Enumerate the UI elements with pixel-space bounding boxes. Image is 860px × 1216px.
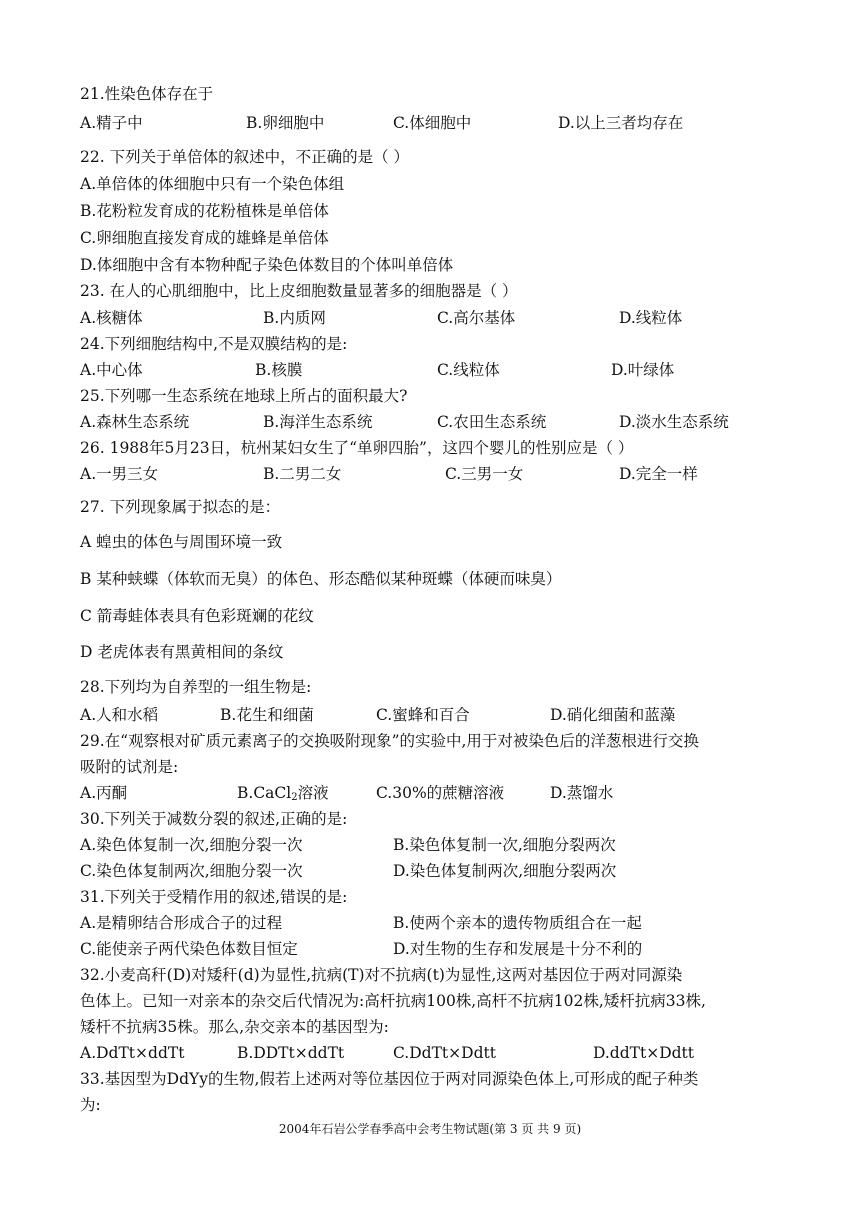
q25-option-c: C.农田生态系统 xyxy=(437,413,547,431)
q27-option-b: B 某种蛱蝶（体软而无臭）的体色、形态酷似某种斑蝶（体硬而味臭） xyxy=(80,570,562,588)
q27-option-c: C 箭毒蛙体表具有色彩斑斓的花纹 xyxy=(80,607,314,625)
q21-stem: 21.性染色体存在于 xyxy=(80,85,214,103)
q31-option-d: D.对生物的生存和发展是十分不利的 xyxy=(393,940,643,958)
q29-option-b xyxy=(237,783,329,803)
page-footer: 2004年石岩公学春季高中会考生物试题(第 3 页 共 9 页) xyxy=(278,1122,582,1136)
q24-option-a: A.中心体 xyxy=(80,361,143,379)
q27-option-a: A 蝗虫的体色与周围环境一致 xyxy=(80,533,283,551)
q31-stem: 31.下列关于受精作用的叙述,错误的是: xyxy=(80,888,348,906)
q21-option-a: A.精子中 xyxy=(80,114,143,132)
q30-option-c: C.染色体复制两次,细胞分裂一次 xyxy=(80,862,303,880)
q32-stem-line3: 矮杆不抗病35株。那么,杂交亲本的基因型为: xyxy=(80,1018,389,1036)
q23-option-d: D.线粒体 xyxy=(619,309,683,327)
q24-option-d: D.叶绿体 xyxy=(611,361,675,379)
q32-stem-line1: 32.小麦高秆(D)对矮秆(d)为显性,抗病(T)对不抗病(t)为显性,这两对基因位于两对同源染 xyxy=(80,966,683,984)
q30-option-b: B.染色体复制一次,细胞分裂两次 xyxy=(393,836,616,854)
q28-option-d: D.硝化细菌和蓝藻 xyxy=(550,706,676,724)
q23-option-c: C.高尔基体 xyxy=(437,309,516,327)
q32-option-b: B.DDTt×ddTt xyxy=(237,1044,345,1062)
q27-stem: 27. 下列现象属于拟态的是： xyxy=(80,498,281,516)
q22-option-a: A.单倍体的体细胞中只有一个染色体组 xyxy=(80,175,345,193)
q27-option-d: D 老虎体表有黑黄相间的条纹 xyxy=(80,643,284,661)
q24-stem: 24.下列细胞结构中,不是双膜结构的是: xyxy=(80,335,348,353)
q22-option-b: B.花粉粒发育成的花粉植株是单倍体 xyxy=(80,202,329,220)
q31-option-a: A.是精卵结合形成合子的过程 xyxy=(80,914,283,932)
q33-stem-line1: 33.基因型为DdYy的生物,假若上述两对等位基因位于两对同源染色体上,可形成的配子种类 xyxy=(80,1070,699,1088)
q32-option-d: D.ddTt×Ddtt xyxy=(593,1044,695,1062)
q23-option-a: A.核糖体 xyxy=(80,309,143,327)
q29-stem-line1: 29.在“观察根对矿质元素离子的交换吸附现象”的实验中,用于对被染色后的洋葱根进行交换 xyxy=(80,732,699,750)
q22-option-c: C.卵细胞直接发育成的雄蜂是单倍体 xyxy=(80,229,329,247)
q21-option-d: D.以上三者均存在 xyxy=(558,114,684,132)
q23-option-b: B.内质网 xyxy=(263,309,326,327)
q30-option-a: A.染色体复制一次,细胞分裂一次 xyxy=(80,836,303,854)
q24-option-b: B.核膜 xyxy=(255,361,303,379)
q30-stem: 30.下列关于减数分裂的叙述,正确的是: xyxy=(80,810,348,828)
q33-stem-line2: 为: xyxy=(80,1096,101,1114)
q26-stem: 26. 1988年5月23日，杭州某妇女生了“单卵四胎”，这四个婴儿的性别应是（ ） xyxy=(80,439,634,457)
q21-option-b: B.卵细胞中 xyxy=(246,114,325,132)
q26-option-d: D.完全一样 xyxy=(619,465,698,483)
q26-option-a: A.一男三女 xyxy=(80,465,159,483)
q31-option-b: B.使两个亲本的遗传物质组合在一起 xyxy=(393,914,642,932)
q31-option-c: C.能使亲子两代染色体数目恒定 xyxy=(80,940,298,958)
q32-option-c: C.DdTt×Ddtt xyxy=(393,1044,496,1062)
q25-option-d: D.淡水生态系统 xyxy=(619,413,729,431)
q29-option-b-formula: B.CaCl xyxy=(237,784,292,802)
q29-option-b-subscript: 2 xyxy=(291,792,298,803)
q28-stem: 28.下列均为自养型的一组生物是: xyxy=(80,678,312,696)
q26-option-c: C.三男一女 xyxy=(445,465,524,483)
q23-stem: 23. 在人的心肌细胞中，比上皮细胞数量显著多的细胞器是（ ） xyxy=(80,282,518,300)
q32-stem-line2: 色体上。已知一对亲本的杂交后代情况为:高杆抗病100株,高杆不抗病102株,矮杆抗病33株, xyxy=(80,992,706,1010)
q25-stem: 25.下列哪一生态系统在地球上所占的面积最大? xyxy=(80,387,408,405)
q22-option-d: D.体细胞中含有本物种配子染色体数目的个体叫单倍体 xyxy=(80,256,454,274)
q25-option-b: B.海洋生态系统 xyxy=(263,413,373,431)
q26-option-b: B.二男二女 xyxy=(263,465,342,483)
q24-option-c: C.线粒体 xyxy=(437,361,500,379)
q30-option-d: D.染色体复制两次,细胞分裂两次 xyxy=(393,862,617,880)
q29-option-c: C.30%的蔗糖溶液 xyxy=(376,784,505,802)
q29-option-b-suffix: 溶液 xyxy=(297,784,329,802)
q29-option-a: A.丙酮 xyxy=(80,784,128,802)
q28-option-c: C.蜜蜂和百合 xyxy=(376,706,470,724)
q29-stem-line2: 吸附的试剂是: xyxy=(80,758,179,776)
q28-option-b: B.花生和细菌 xyxy=(220,706,314,724)
q21-option-c: C.体细胞中 xyxy=(393,114,472,132)
q28-option-a: A.人和水稻 xyxy=(80,706,159,724)
q22-stem: 22. 下列关于单倍体的叙述中，不正确的是（ ） xyxy=(80,148,410,166)
q25-option-a: A.森林生态系统 xyxy=(80,413,190,431)
q32-option-a: A.DdTt×ddTt xyxy=(80,1044,185,1062)
q29-option-d: D.蒸馏水 xyxy=(550,784,614,802)
